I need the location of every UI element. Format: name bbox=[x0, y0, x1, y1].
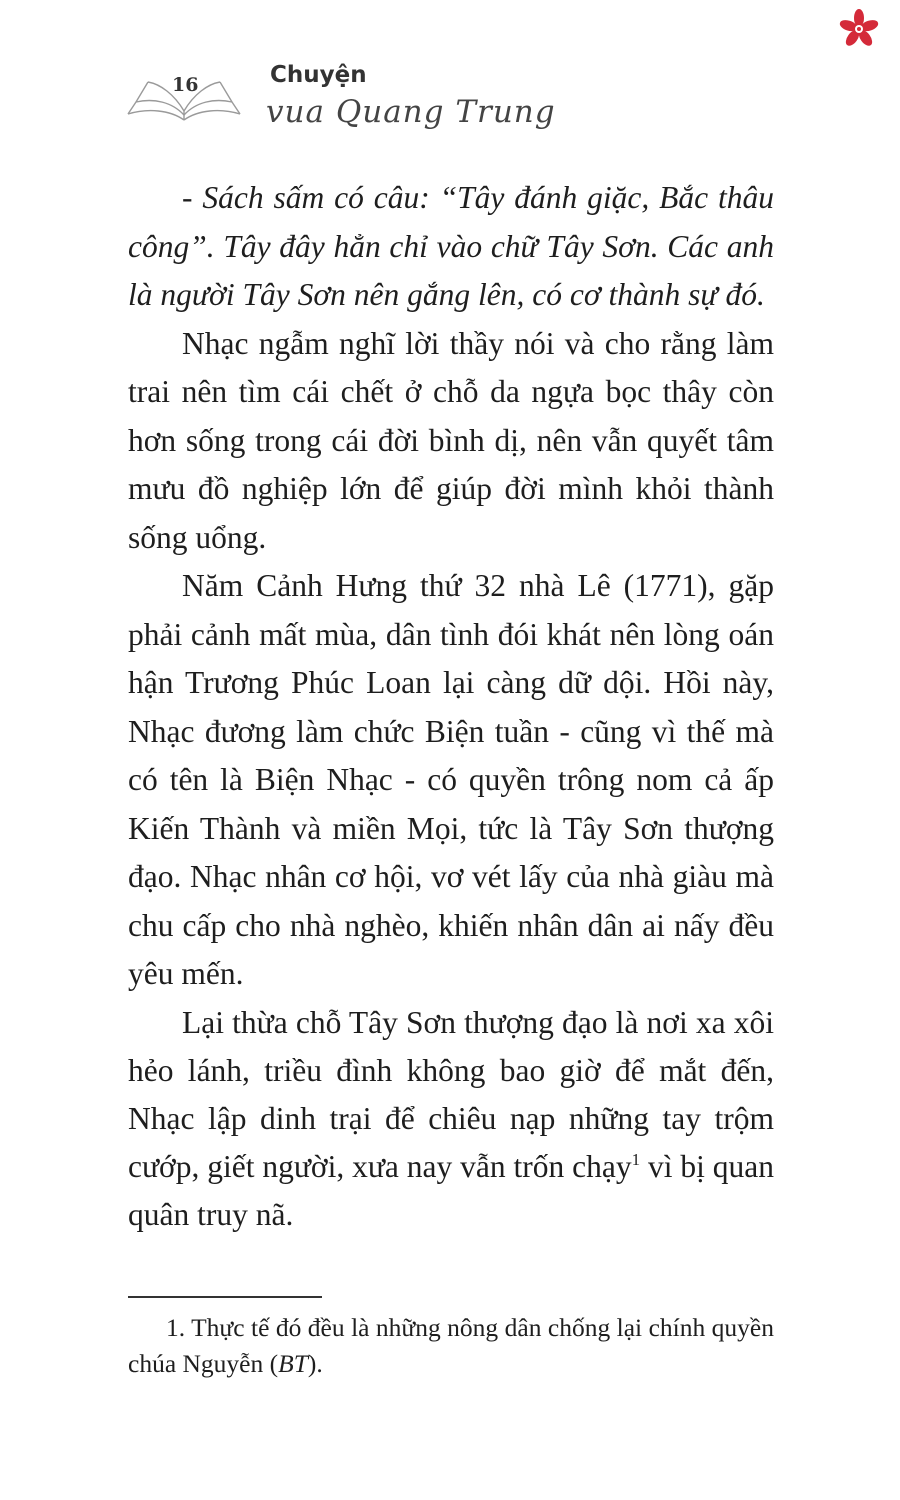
book-title: vua Quang Trung bbox=[266, 94, 556, 130]
footnote-body: 1. Thực tế đó đều là những nông dân chống lại chính quyền chúa Nguyễn ( bbox=[128, 1313, 774, 1378]
footnote-text bbox=[128, 1310, 774, 1382]
paragraph: Nhạc ngẫm nghĩ lời thầy nói và cho rằng làm trai nên tìm cái chết ở chỗ da ngựa bọc thây còn hơn sống trong cái đời bình dị, nên vẫn quyết tâm mưu đồ nghiệp lớn để giúp đời mình khỏi thành sống uổng. bbox=[128, 325, 774, 555]
page-number: 16 bbox=[172, 74, 199, 96]
paragraph: Năm Cảnh Hưng thứ 32 nhà Lê (1771), gặp phải cảnh mất mùa, dân tình đói khát nên lòng oán hận Trương Phúc Loan lại càng dữ dội. Hồi này, Nhạc đương làm chức Biện tuần - cũng vì thế mà có tên là Biện Nhạc - có quyền trông nom cả ấp Kiến Thành và miền Mọi, tức là Tây Sơn thượng đạo. Nhạc nhân cơ hội, vơ vét lấy của nhà giàu mà chu cấp cho nhà nghèo, khiến nhân dân ai nấy đều yêu mến. bbox=[128, 568, 774, 991]
paragraph: - Sách sấm có câu: “Tây đánh giặc, Bắc thâu công”. Tây đây hẳn chỉ vào chữ Tây Sơn. Các anh là người Tây Sơn nên gắng lên, có cơ thành sự đó. bbox=[128, 180, 774, 312]
paragraph-text-end: vì bị quan quân truy nã. bbox=[128, 1148, 774, 1232]
body-text bbox=[128, 174, 774, 1239]
footnote-divider bbox=[128, 1296, 322, 1298]
footnote-close: ). bbox=[307, 1349, 323, 1378]
flower-logo-icon bbox=[836, 6, 882, 52]
paragraph bbox=[128, 999, 774, 1239]
footnote-abbr: BT bbox=[278, 1349, 308, 1378]
footnote-marker: 1 bbox=[631, 1149, 641, 1169]
footnote bbox=[128, 1310, 774, 1382]
paragraph-text: Lại thừa chỗ Tây Sơn thượng đạo là nơi xa xôi hẻo lánh, triều đình không bao giờ để mắt đến, Nhạc lập dinh trại để chiêu nạp những tay trộm cướp, giết người, xưa nay vẫn trốn chạy bbox=[128, 1004, 774, 1184]
page-header bbox=[124, 60, 584, 140]
series-title: Chuyện bbox=[270, 62, 367, 88]
